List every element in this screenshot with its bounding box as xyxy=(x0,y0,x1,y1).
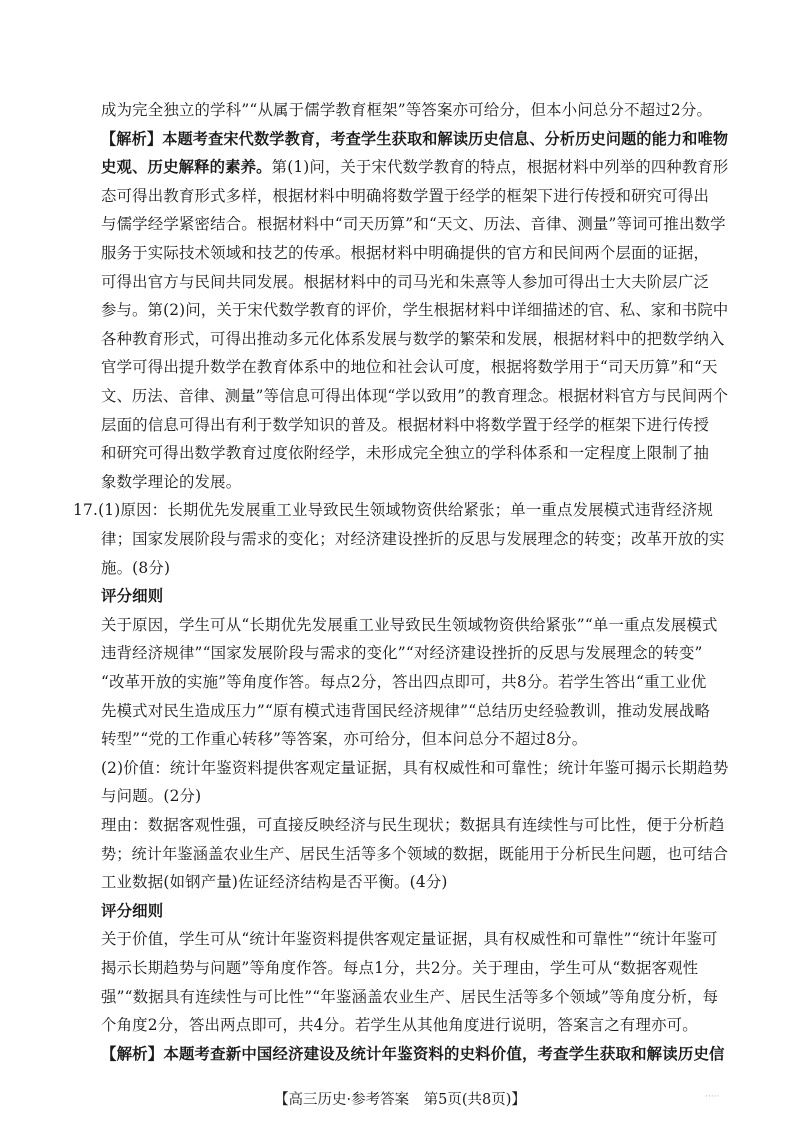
text-line xyxy=(101,353,718,382)
text-line xyxy=(101,668,706,697)
text-segment: 参与。第(2)问，关于宋代数学教育的评价，学生根据材料中详细描述的官、私、家和书院中 xyxy=(101,301,729,320)
text-segment: 理由：数据客观性强，可直接反映经济与民生现状；数据具有连续性与可比性，便于分析趋 xyxy=(101,816,725,834)
text-line xyxy=(101,296,728,325)
text-segment: 转型”“党的工作重心转移”等答案，亦可给分，但本问总分不超过8分。 xyxy=(101,730,588,749)
text-segment: 势；统计年鉴涵盖农业生产、居民生活等多个领域的数据，既能用于分析民生问题，也可结合 xyxy=(101,844,729,863)
text-line xyxy=(101,325,725,354)
text-line xyxy=(101,897,163,926)
text-segment: 工业数据(如钢产量)佐证经济结构是否平衡。(4分) xyxy=(101,873,448,892)
text-segment: 强”“数据具有连续性与可比性”“年鉴涵盖农业生产、居民生活等多个领域”等角度分析，每 xyxy=(101,987,719,1006)
text-segment: “改革开放的实施”等角度作答。每点2分，答出四点即可，共8分。若学生答出“重工业优 xyxy=(101,673,707,691)
text-line xyxy=(101,782,201,811)
text-segment: 可得出官方与民间共同发展。根据材料中的司马光和朱熹等人参加可得出士大夫阶层广泛 xyxy=(101,272,710,291)
text-line xyxy=(101,96,712,125)
footer-mark: ····· xyxy=(705,1092,720,1102)
text-segment: 与问题。(2分) xyxy=(101,787,202,806)
text-segment: 施。(8分) xyxy=(101,558,171,577)
text-line xyxy=(101,182,709,211)
text-segment: 第(1)问，关于宋代数学教育的特点，根据材料中列举的四种教育形 xyxy=(271,158,729,177)
text-line xyxy=(101,153,728,182)
text-segment: 成为完全独立的学科”“从属于儒学教育框架”等答案亦可给分，但本小问总分不超过2分。 xyxy=(101,101,713,119)
text-line xyxy=(101,268,709,297)
text-segment: 层面的信息可得出有利于数学知识的普及。根据材料中将数学置于经学的框架下进行传授 xyxy=(101,415,710,434)
text-segment: 律；国家发展阶段与需求的变化；对经济建设挫折的反思与发展理念的转变；改革开放的实 xyxy=(101,530,725,548)
text-segment: 违背经济规律”“国家发展阶段与需求的变化”“对经济建设挫折的反思与发展理念的转变” xyxy=(101,644,703,663)
text-segment: 关于原因，学生可从“长期优先发展重工业导致民生领域物资供给紧张”“单一重点发展模式 xyxy=(101,615,718,634)
text-line xyxy=(101,439,709,468)
bold-text: 【解析】本题考查新中国经济建设及统计年鉴资料的史料价值，考查学生获取和解读历史信 xyxy=(101,1044,725,1063)
text-segment: 个角度2分，答出两点即可，共4分。若学生从其他角度进行说明，答案言之有理亦可。 xyxy=(101,1016,698,1035)
text-line xyxy=(101,382,728,411)
text-line xyxy=(101,754,728,783)
text-line xyxy=(101,639,703,668)
text-line xyxy=(101,525,725,554)
text-segment: (2)价值：统计年鉴资料提供客观定量证据，具有权威性和可靠性；统计年鉴可揭示长期趋势 xyxy=(101,758,729,777)
text-line xyxy=(101,582,163,611)
text-segment: 服务于实际技术领域和技艺的传承。根据材料中明确提供的官方和民间两个层面的证据， xyxy=(101,244,710,262)
bold-text: 【解析】本题考查宋代数学教育，考查学生获取和解读历史信息、分析历史问题的能力和唯物 xyxy=(101,129,729,148)
text-line xyxy=(101,1040,725,1069)
text-segment: 先模式对民生造成压力”“原有模式违背国民经济规律”“总结历史经验教训，推动发展战略 xyxy=(101,701,711,720)
text-line xyxy=(101,840,728,869)
text-line xyxy=(101,554,170,583)
text-line xyxy=(101,697,710,726)
bold-text: 评分细则 xyxy=(101,901,164,920)
text-line xyxy=(101,725,587,754)
text-segment: 揭示长期趋势与问题”等角度作答。每点1分，共2分。关于理由，学生可从“数据客观性 xyxy=(101,959,699,977)
text-line xyxy=(101,411,709,440)
text-segment: 各种教育形式，可得出推动多元化体系发展与数学的繁荣和发展，根据材料中的把数学纳入 xyxy=(101,329,725,348)
text-line xyxy=(101,611,718,640)
text-line xyxy=(101,210,726,239)
text-segment: 官学可得出提升数学在教育体系中的地位和社会认可度，根据将数学用于“司天历算”和“天 xyxy=(101,358,718,377)
text-segment: 与儒学经学紧密结合。根据材料中“司天历算”和“天文、历法、音律、测量”等词可推出数学 xyxy=(101,215,726,234)
text-line xyxy=(101,868,448,897)
text-line xyxy=(101,1011,698,1040)
text-line xyxy=(101,925,718,954)
text-line xyxy=(101,239,709,268)
text-line xyxy=(101,468,241,497)
text-segment: 和研究可得出数学教育过度依附经学，未形成完全独立的学科体系和一定程度上限制了抽 xyxy=(101,444,710,463)
bold-text: 评分细则 xyxy=(101,587,164,606)
text-line xyxy=(101,125,728,154)
text-line xyxy=(101,811,725,840)
text-segment: 关于价值，学生可从“统计年鉴资料提供客观定量证据，具有权威性和可靠性”“统计年鉴可 xyxy=(101,930,718,949)
bold-text: 史观、历史解释的素养。 xyxy=(101,158,272,177)
footer-text: 【高三历史·参考答案 第5页(共8页)】 xyxy=(274,1092,526,1108)
text-segment: 象数学理论的发展。 xyxy=(101,472,242,491)
page-footer xyxy=(0,1088,800,1109)
text-segment: 文、历法、音律、测量”等信息可得出体现“学以致用”的教育理念。根据材料官方与民间两个 xyxy=(101,387,729,405)
text-segment: 17.(1)原因：长期优先发展重工业导致民生领域物资供给紧张；单一重点发展模式违背经济规 xyxy=(73,501,713,520)
text-segment: 态可得出教育形式多样，根据材料中明确将数学置于经学的框架下进行传授和研究可得出 xyxy=(101,186,710,205)
text-line xyxy=(73,496,713,525)
text-line xyxy=(101,983,718,1012)
text-line xyxy=(101,954,698,983)
